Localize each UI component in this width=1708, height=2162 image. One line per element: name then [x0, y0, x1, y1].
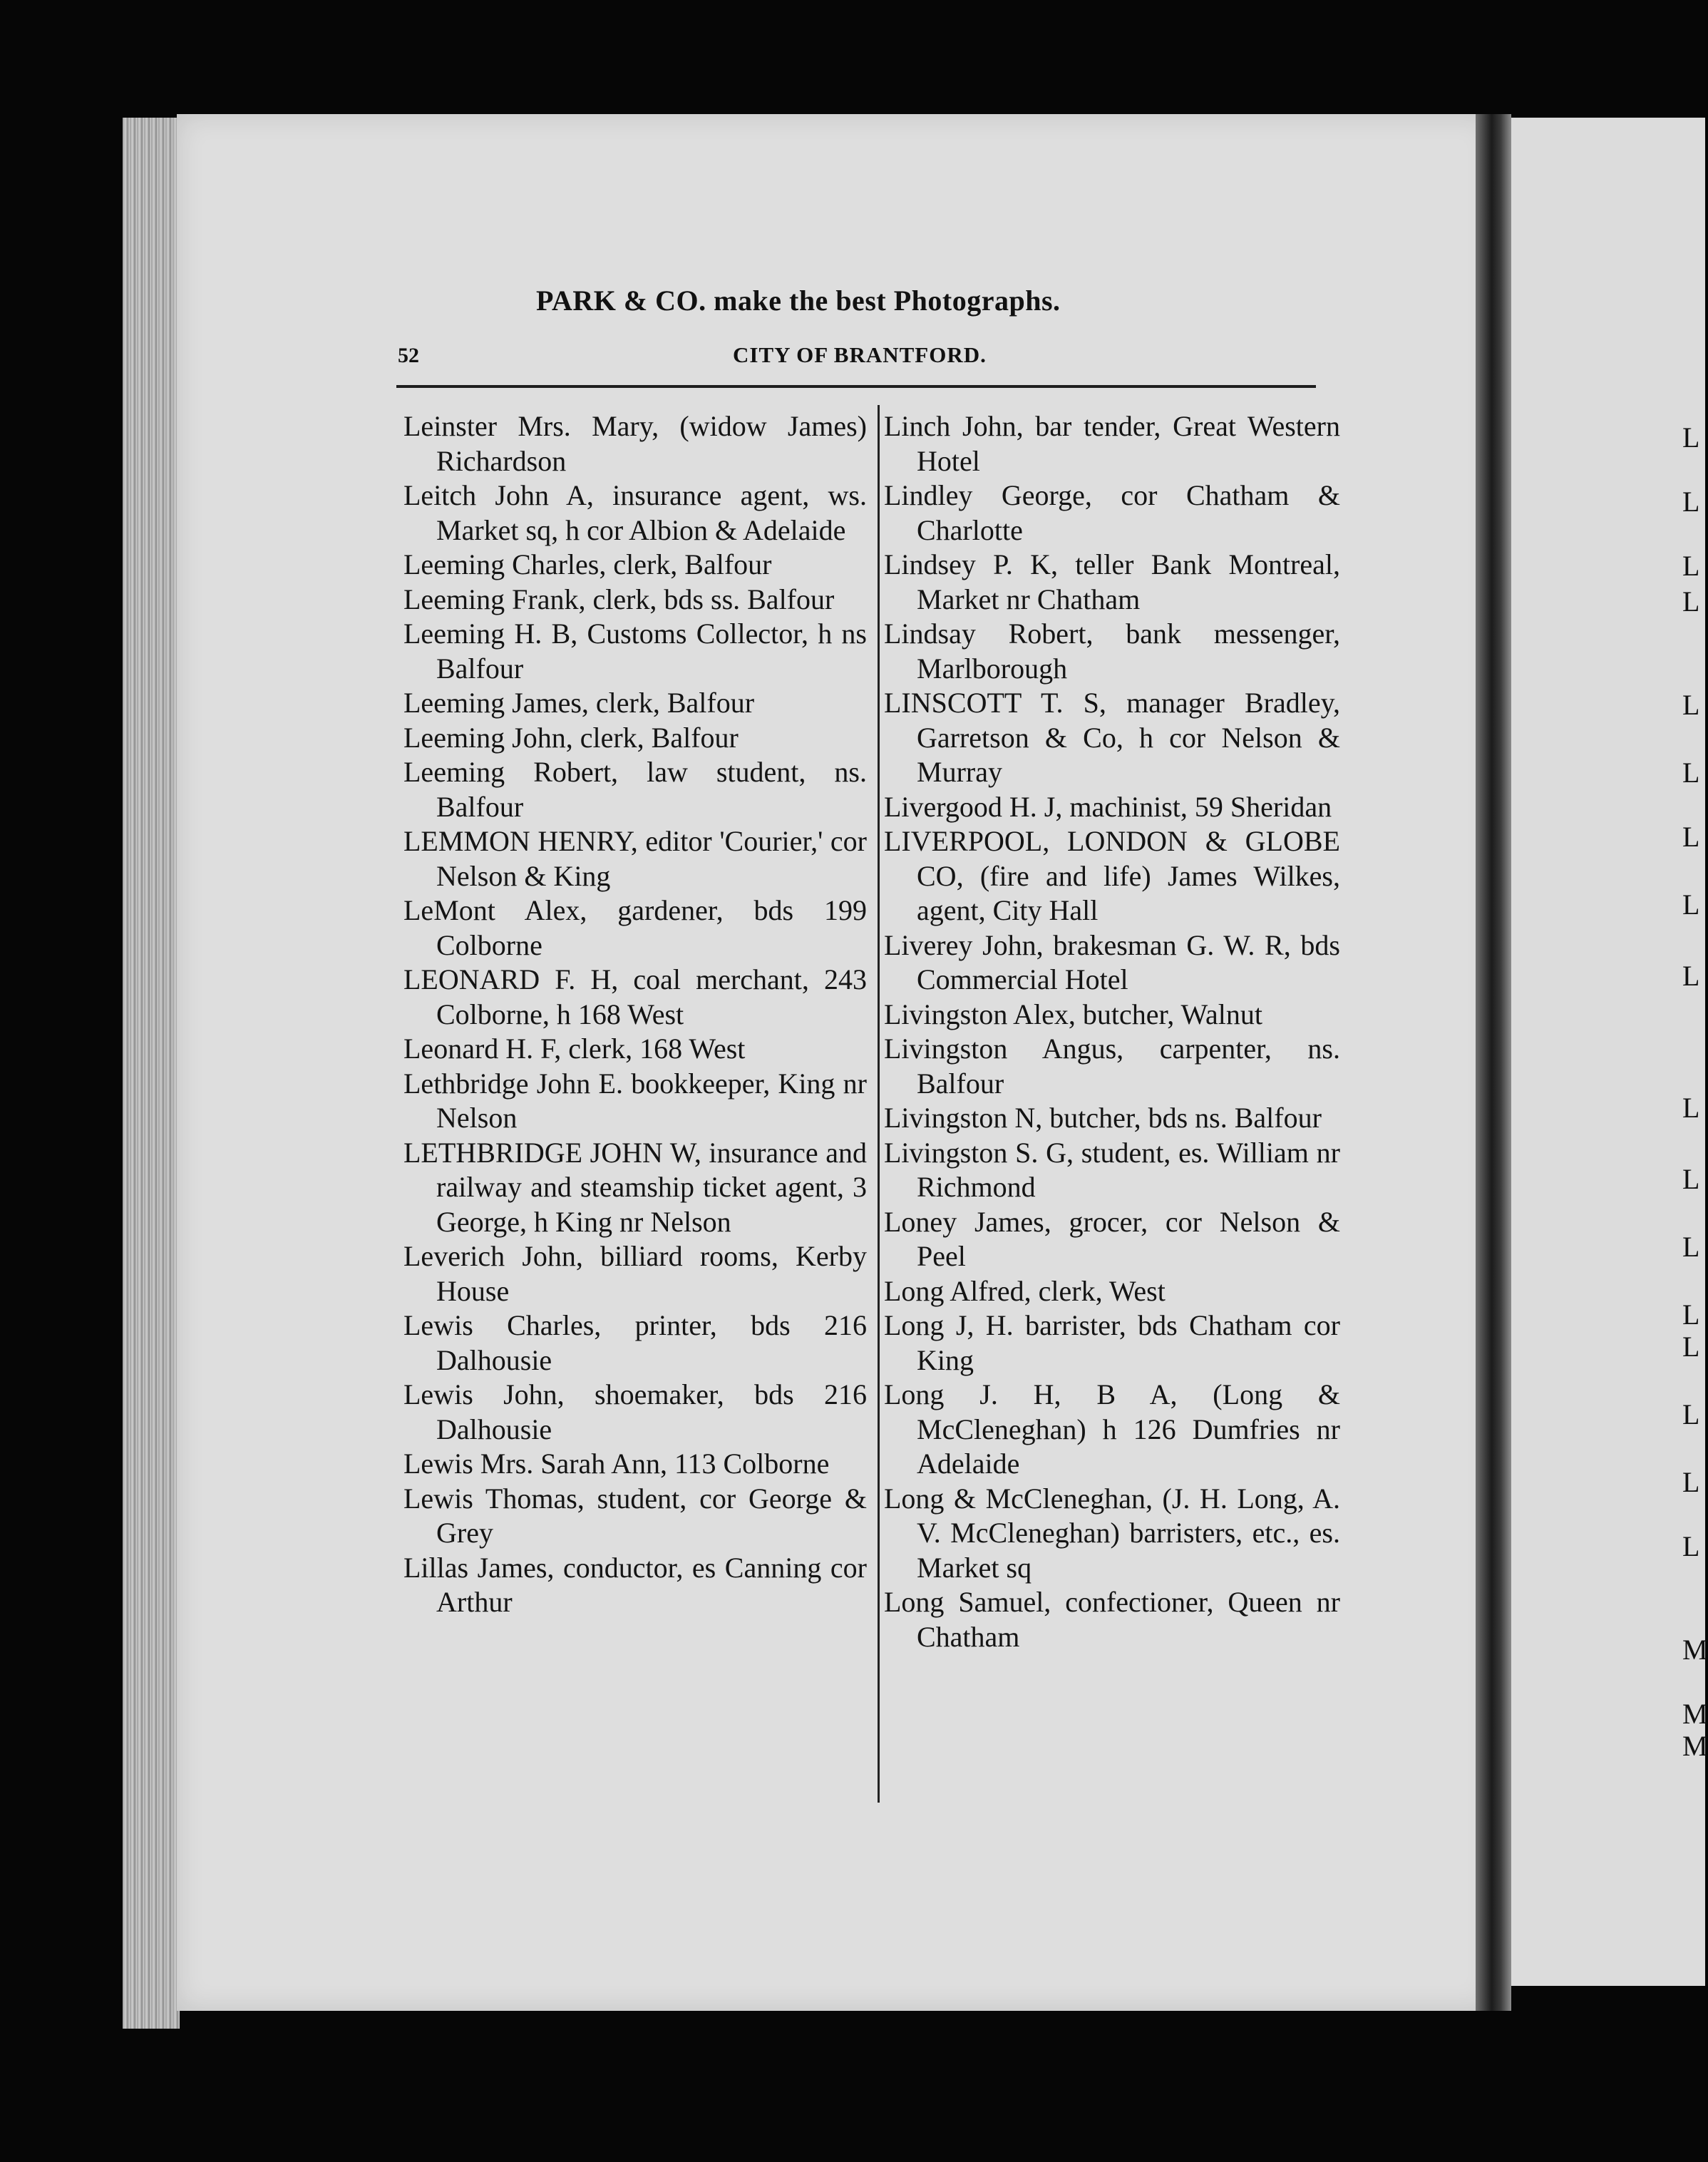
directory-entry: Linch John, bar tender, Great Western Hotel — [884, 410, 1340, 477]
directory-entry: Leeming John, clerk, Balfour — [403, 721, 739, 754]
directory-entry: LEONARD F. H, coal merchant, 243 Colborne, h 168 West — [403, 963, 867, 1030]
facing-page-letter: M — [1682, 1730, 1708, 1762]
facing-page-letter: L — [1682, 421, 1700, 454]
directory-entry: Livergood H. J, machinist, 59 Sheridan — [884, 790, 1332, 823]
facing-page-letter: L — [1682, 888, 1700, 921]
running-title: CITY OF BRANTFORD. — [733, 342, 987, 367]
directory-entry: Leonard H. F, clerk, 168 West — [403, 1033, 746, 1065]
facing-page-letter: L — [1682, 1530, 1700, 1562]
page-edges — [123, 118, 180, 2029]
facing-page-letter: L — [1682, 960, 1700, 992]
directory-entry: Long Samuel, confectioner, Queen nr Chatham — [884, 1586, 1340, 1653]
directory-entry: Long & McCleneghan, (J. H. Long, A. V. McCleneghan) barristers, etc., es. Market sq — [884, 1482, 1340, 1584]
directory-entry: Lindsey P. K, teller Bank Montreal, Market nr Chatham — [884, 548, 1340, 615]
directory-entry: Livingston Angus, carpenter, ns. Balfour — [884, 1033, 1340, 1100]
directory-entry: Leeming H. B, Customs Collector, h ns Balfour — [403, 618, 867, 685]
facing-page-letter: L — [1682, 1163, 1700, 1195]
facing-page-letter: L — [1682, 757, 1700, 789]
directory-entry: Leeming Charles, clerk, Balfour — [403, 548, 772, 580]
facing-page-letter: M — [1682, 1698, 1708, 1730]
directory-entry: Lewis John, shoemaker, bds 216 Dalhousie — [403, 1378, 867, 1445]
facing-page-letter: L — [1682, 821, 1700, 853]
facing-page-letter: L — [1682, 1398, 1700, 1430]
directory-entry: Lewis Thomas, student, cor George & Grey — [403, 1482, 867, 1549]
directory-entry: Leinster Mrs. Mary, (widow James) Richardson — [403, 410, 867, 477]
directory-entry: LIVERPOOL, LONDON & GLOBE CO, (fire and life) James Wilkes, agent, City Hall — [884, 825, 1340, 926]
facing-page-letter: L — [1682, 1331, 1700, 1363]
book-gutter — [1476, 114, 1511, 2011]
directory-entry: Long Alfred, clerk, West — [884, 1274, 1166, 1307]
directory-entry: Long J, H. barrister, bds Chatham cor King — [884, 1309, 1340, 1376]
directory-entry: Liverey John, brakesman G. W. R, bds Commercial Hotel — [884, 928, 1340, 995]
facing-page-letter: L — [1682, 550, 1700, 582]
facing-page-letter: M — [1682, 1634, 1708, 1666]
directory-entry: Livingston N, butcher, bds ns. Balfour — [884, 1102, 1322, 1134]
facing-page-fragment — [1511, 118, 1708, 1986]
facing-page-letter: L — [1682, 1466, 1700, 1498]
facing-page-letter: L — [1682, 689, 1700, 721]
directory-entry: LINSCOTT T. S, manager Bradley, Garretson & Co, h cor Nelson & Murray — [884, 687, 1340, 788]
column-divider — [878, 405, 880, 1803]
facing-page-letter: L — [1682, 1092, 1700, 1124]
header-rule — [396, 385, 1316, 388]
directory-entry: Leverich John, billiard rooms, Kerby House — [403, 1240, 867, 1307]
directory-entry: Leeming Frank, clerk, bds ss. Balfour — [403, 583, 835, 615]
directory-entry: Lindley George, cor Chatham & Charlotte — [884, 479, 1340, 546]
facing-page-letter: L — [1682, 1231, 1700, 1263]
facing-page-letter: L — [1682, 585, 1700, 618]
directory-entry: Long J. H, B A, (Long & McCleneghan) h 126 Dumfries nr Adelaide — [884, 1378, 1340, 1480]
directory-entry: LEMMON HENRY, editor 'Courier,' cor Nelson & King — [403, 825, 867, 892]
advert-header: PARK & CO. make the best Photographs. — [536, 285, 1061, 317]
directory-entry: Lillas James, conductor, es Canning cor Arthur — [403, 1551, 867, 1618]
directory-entry: Lindsay Robert, bank messenger, Marlborough — [884, 618, 1340, 685]
left-column — [403, 409, 867, 1620]
directory-entry: Leeming James, clerk, Balfour — [403, 687, 755, 719]
directory-entry: Leeming Robert, law student, ns. Balfour — [403, 756, 867, 823]
directory-entry: Lewis Mrs. Sarah Ann, 113 Colborne — [403, 1448, 830, 1480]
facing-page-letter: L — [1682, 486, 1700, 518]
directory-entry: LeMont Alex, gardener, bds 199 Colborne — [403, 894, 867, 961]
page-number: 52 — [398, 344, 419, 367]
directory-entry: LETHBRIDGE JOHN W, insurance and railway and steamship ticket agent, 3 George, h King nr Nelson — [403, 1136, 867, 1238]
directory-entry: Lewis Charles, printer, bds 216 Dalhousie — [403, 1309, 867, 1376]
directory-entry: Loney James, grocer, cor Nelson & Peel — [884, 1205, 1340, 1272]
directory-entry: Lethbridge John E. bookkeeper, King nr Nelson — [403, 1067, 867, 1134]
directory-entry: Leitch John A, insurance agent, ws. Market sq, h cor Albion & Adelaide — [403, 479, 867, 546]
facing-page-letter: L — [1682, 1298, 1700, 1331]
directory-entry: Livingston S. G, student, es. William nr Richmond — [884, 1136, 1340, 1203]
directory-entry: Livingston Alex, butcher, Walnut — [884, 998, 1263, 1030]
right-column — [884, 409, 1340, 1654]
